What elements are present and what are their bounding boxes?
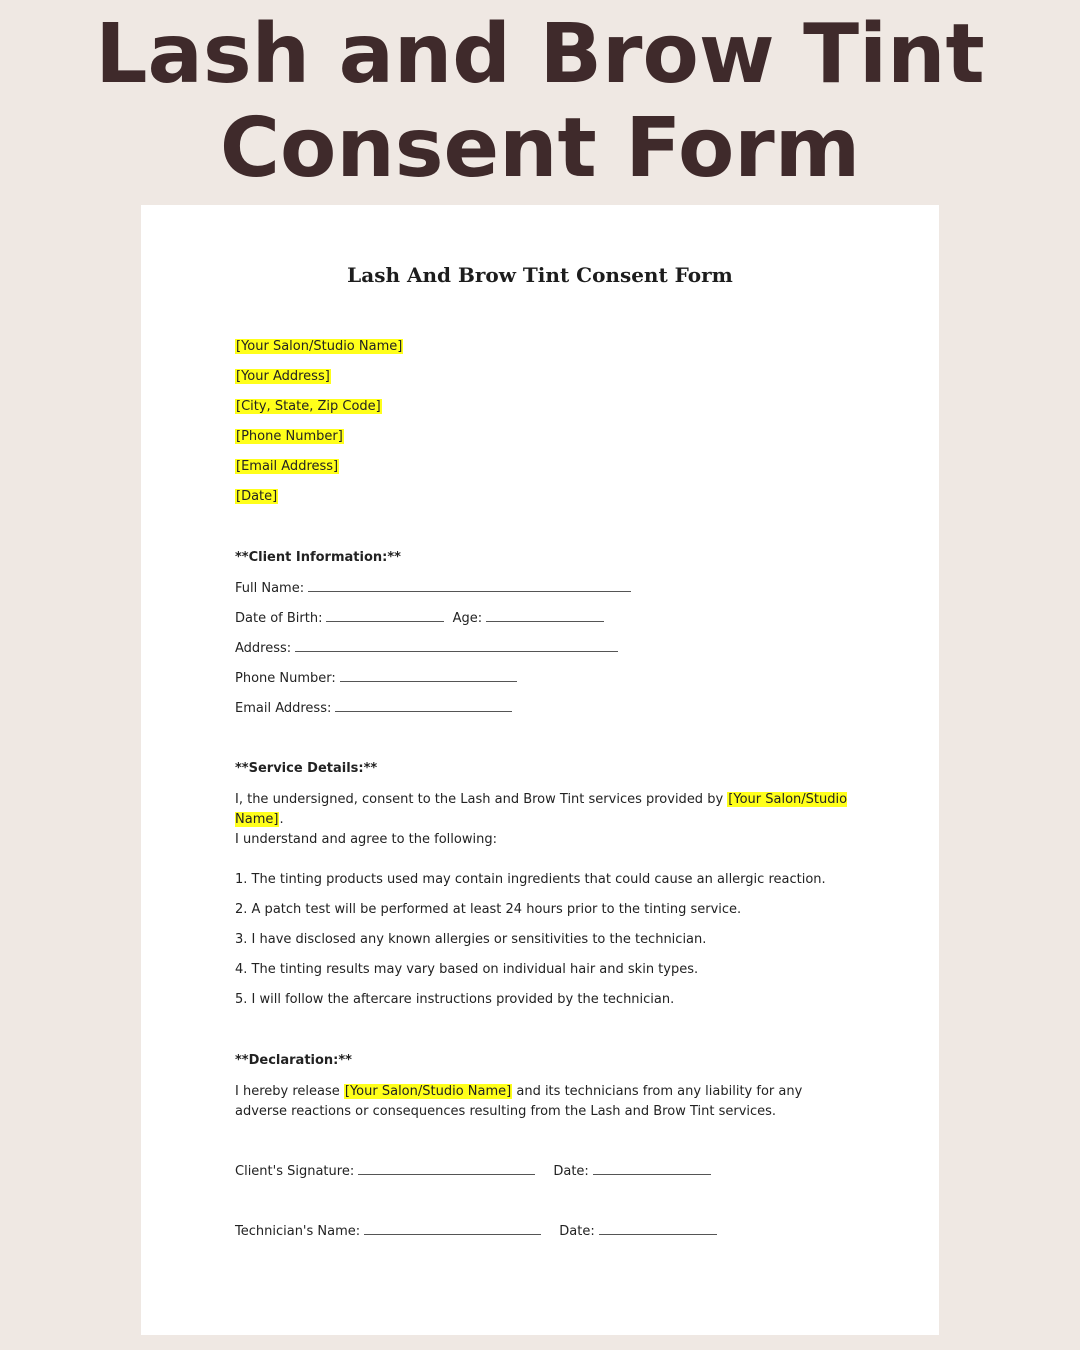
dob-label: Date of Birth:	[235, 611, 323, 626]
banner-title-line-2: Consent Form	[219, 101, 861, 196]
phone-field[interactable]	[235, 669, 517, 688]
client-date-line[interactable]	[593, 1162, 711, 1175]
list-item: 3. I have disclosed any known allergies or sensitivities to the technician.	[235, 932, 707, 947]
client-signature-label: Client's Signature:	[235, 1164, 355, 1179]
service-intro-text: I, the undersigned, consent to the Lash and Brow Tint services provided by	[235, 792, 724, 807]
placeholder-text: [Email Address]	[236, 459, 339, 474]
client-signature-row[interactable]	[235, 1162, 711, 1181]
service-intro-period: .	[279, 812, 284, 827]
phone-label: Phone Number:	[235, 671, 336, 686]
placeholder-phone[interactable]	[235, 428, 344, 446]
email-line[interactable]	[335, 699, 512, 712]
list-item: 1. The tinting products used may contain ingredients that could cause an allergic reaction.	[235, 872, 826, 887]
placeholder-city-state-zip[interactable]	[235, 398, 382, 416]
placeholder-address[interactable]	[235, 368, 331, 386]
placeholder-salon-name[interactable]	[235, 338, 403, 356]
technician-date-line[interactable]	[599, 1222, 717, 1235]
declaration-text	[235, 1082, 825, 1122]
service-intro-line-2: I understand and agree to the following:	[235, 832, 497, 847]
technician-name-label: Technician's Name:	[235, 1224, 361, 1239]
declaration-heading: **Declaration:**	[235, 1053, 352, 1068]
form-document	[141, 205, 939, 1335]
placeholder-date[interactable]	[235, 488, 278, 506]
dob-age-field[interactable]	[235, 609, 604, 628]
age-line[interactable]	[486, 609, 604, 622]
placeholder-email[interactable]	[235, 458, 339, 476]
address-line[interactable]	[295, 639, 618, 652]
full-name-label: Full Name:	[235, 581, 305, 596]
client-info-heading: **Client Information:**	[235, 550, 401, 565]
service-intro-placeholder[interactable]: [Your Salon/Studio Name]	[235, 792, 848, 827]
document-title: Lash And Brow Tint Consent Form	[347, 263, 733, 287]
dob-line[interactable]	[326, 609, 444, 622]
full-name-field[interactable]	[235, 579, 631, 598]
address-label: Address:	[235, 641, 292, 656]
email-field[interactable]	[235, 699, 512, 718]
address-field[interactable]	[235, 639, 618, 658]
full-name-line[interactable]	[308, 579, 631, 592]
placeholder-text: [Your Salon/Studio Name]	[236, 339, 403, 354]
client-date-label: Date:	[553, 1164, 589, 1179]
phone-line[interactable]	[340, 669, 517, 682]
banner-title	[0, 8, 1080, 196]
client-signature-line[interactable]	[358, 1162, 535, 1175]
placeholder-text: [Date]	[236, 489, 278, 504]
age-label: Age:	[452, 611, 483, 626]
placeholder-text: [Phone Number]	[236, 429, 343, 444]
list-item: 4. The tinting results may vary based on individual hair and skin types.	[235, 962, 699, 977]
banner-title-line-1: Lash and Brow Tint	[95, 7, 985, 102]
list-item: 5. I will follow the aftercare instructions provided by the technician.	[235, 992, 675, 1007]
list-item: 2. A patch test will be performed at least 24 hours prior to the tinting service.	[235, 902, 742, 917]
placeholder-text: [City, State, Zip Code]	[236, 399, 381, 414]
email-label: Email Address:	[235, 701, 332, 716]
service-details-heading: **Service Details:**	[235, 761, 378, 776]
technician-name-line[interactable]	[364, 1222, 541, 1235]
placeholder-text: [Your Address]	[236, 369, 330, 384]
service-intro	[235, 790, 875, 850]
declaration-text-end: and its technicians from any liability for any adverse reactions or consequences resulting from the Lash and Brow Tint services.	[235, 1084, 803, 1119]
declaration-text-start: I hereby release	[235, 1084, 340, 1099]
declaration-placeholder[interactable]: [Your Salon/Studio Name]	[344, 1084, 512, 1099]
technician-date-label: Date:	[559, 1224, 595, 1239]
technician-name-row[interactable]	[235, 1222, 717, 1241]
